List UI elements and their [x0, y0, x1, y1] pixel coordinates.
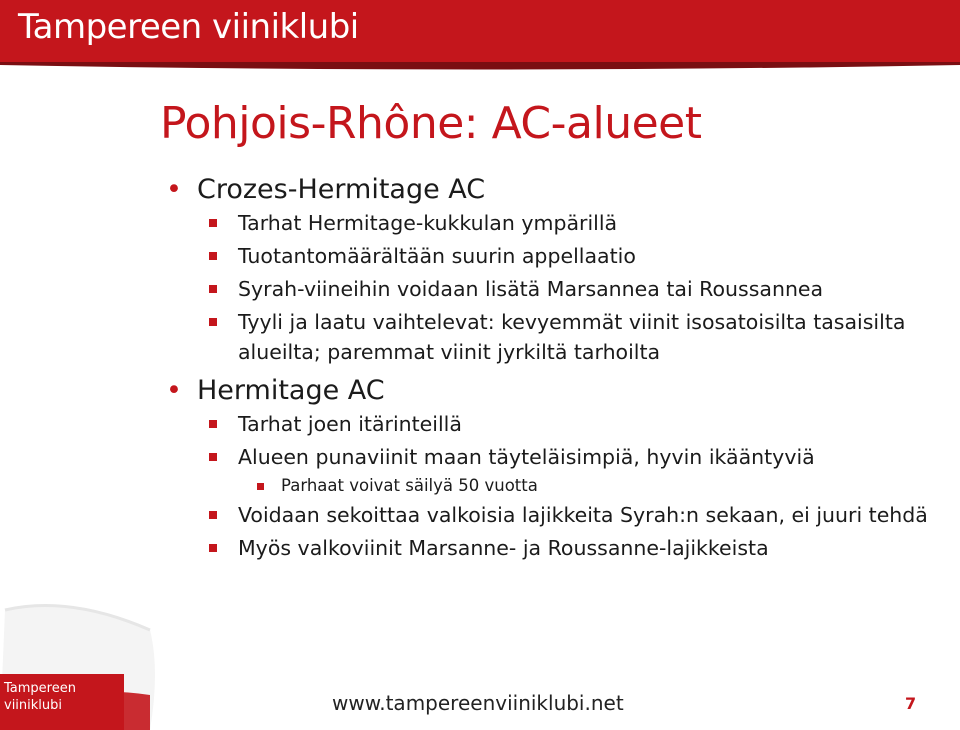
- list-item: [160, 274, 940, 304]
- round-bullet-icon: •: [166, 375, 182, 406]
- square-bullet-icon: [209, 318, 217, 326]
- list-item-text: Tarhat Hermitage-kukkulan ympärillä: [238, 211, 618, 235]
- footer-logo: [0, 674, 124, 730]
- list-item-text: Tarhat joen itärinteillä: [238, 412, 462, 436]
- square-bullet-icon: [209, 420, 217, 428]
- square-bullet-icon: [209, 219, 217, 227]
- section-heading: [160, 174, 940, 205]
- header-title: Tampereen viiniklubi: [18, 7, 359, 47]
- list-item: [160, 442, 940, 472]
- list-item-text: Tyyli ja laatu vaihtelevat: kevyemmät viinit isosatoisilta tasaisilta alueilta; paremmat viinit jyrkiltä tarhoilta: [238, 310, 906, 364]
- slide-content: [160, 172, 940, 563]
- section-heading-text: Hermitage AC: [197, 375, 385, 406]
- list-item: [160, 533, 940, 563]
- list-item: [160, 500, 940, 530]
- sub-list-item-text: Parhaat voivat säilyä 50 vuotta: [281, 476, 538, 495]
- footer-logo-line2: viiniklubi: [4, 698, 63, 713]
- list-item-text: Alueen punaviinit maan täyteläisimpiä, hyvin ikääntyviä: [238, 445, 815, 469]
- list-item: [160, 409, 940, 439]
- square-bullet-icon: [257, 483, 264, 490]
- slide-title: Pohjois-Rhône: AC-alueet: [160, 98, 702, 149]
- footer-url: www.tampereenviiniklubi.net: [332, 691, 624, 715]
- square-bullet-icon: [209, 252, 217, 260]
- square-bullet-icon: [209, 285, 217, 293]
- square-bullet-icon: [209, 511, 217, 519]
- header-banner: [0, 0, 960, 62]
- list-item: [160, 307, 940, 367]
- list-item: [160, 241, 940, 271]
- list-item-text: Myös valkoviinit Marsanne- ja Roussanne-lajikkeista: [238, 536, 769, 560]
- footer-logo-line1: Tampereen: [4, 681, 76, 696]
- section-heading: [160, 375, 940, 406]
- list-item-text: Syrah-viineihin voidaan lisätä Marsannea tai Roussannea: [238, 277, 824, 301]
- page-number: 7: [905, 694, 917, 713]
- list-item-text: Tuotantomäärältään suurin appellaatio: [238, 244, 636, 268]
- square-bullet-icon: [209, 544, 217, 552]
- section-heading-text: Crozes-Hermitage AC: [197, 174, 486, 205]
- header-swoosh: [0, 62, 960, 72]
- list-item: [160, 208, 940, 238]
- round-bullet-icon: •: [166, 174, 182, 205]
- square-bullet-icon: [209, 453, 217, 461]
- list-item-text: Voidaan sekoittaa valkoisia lajikkeita Syrah:n sekaan, ei juuri tehdä: [238, 503, 928, 527]
- sub-list-item: [160, 475, 940, 497]
